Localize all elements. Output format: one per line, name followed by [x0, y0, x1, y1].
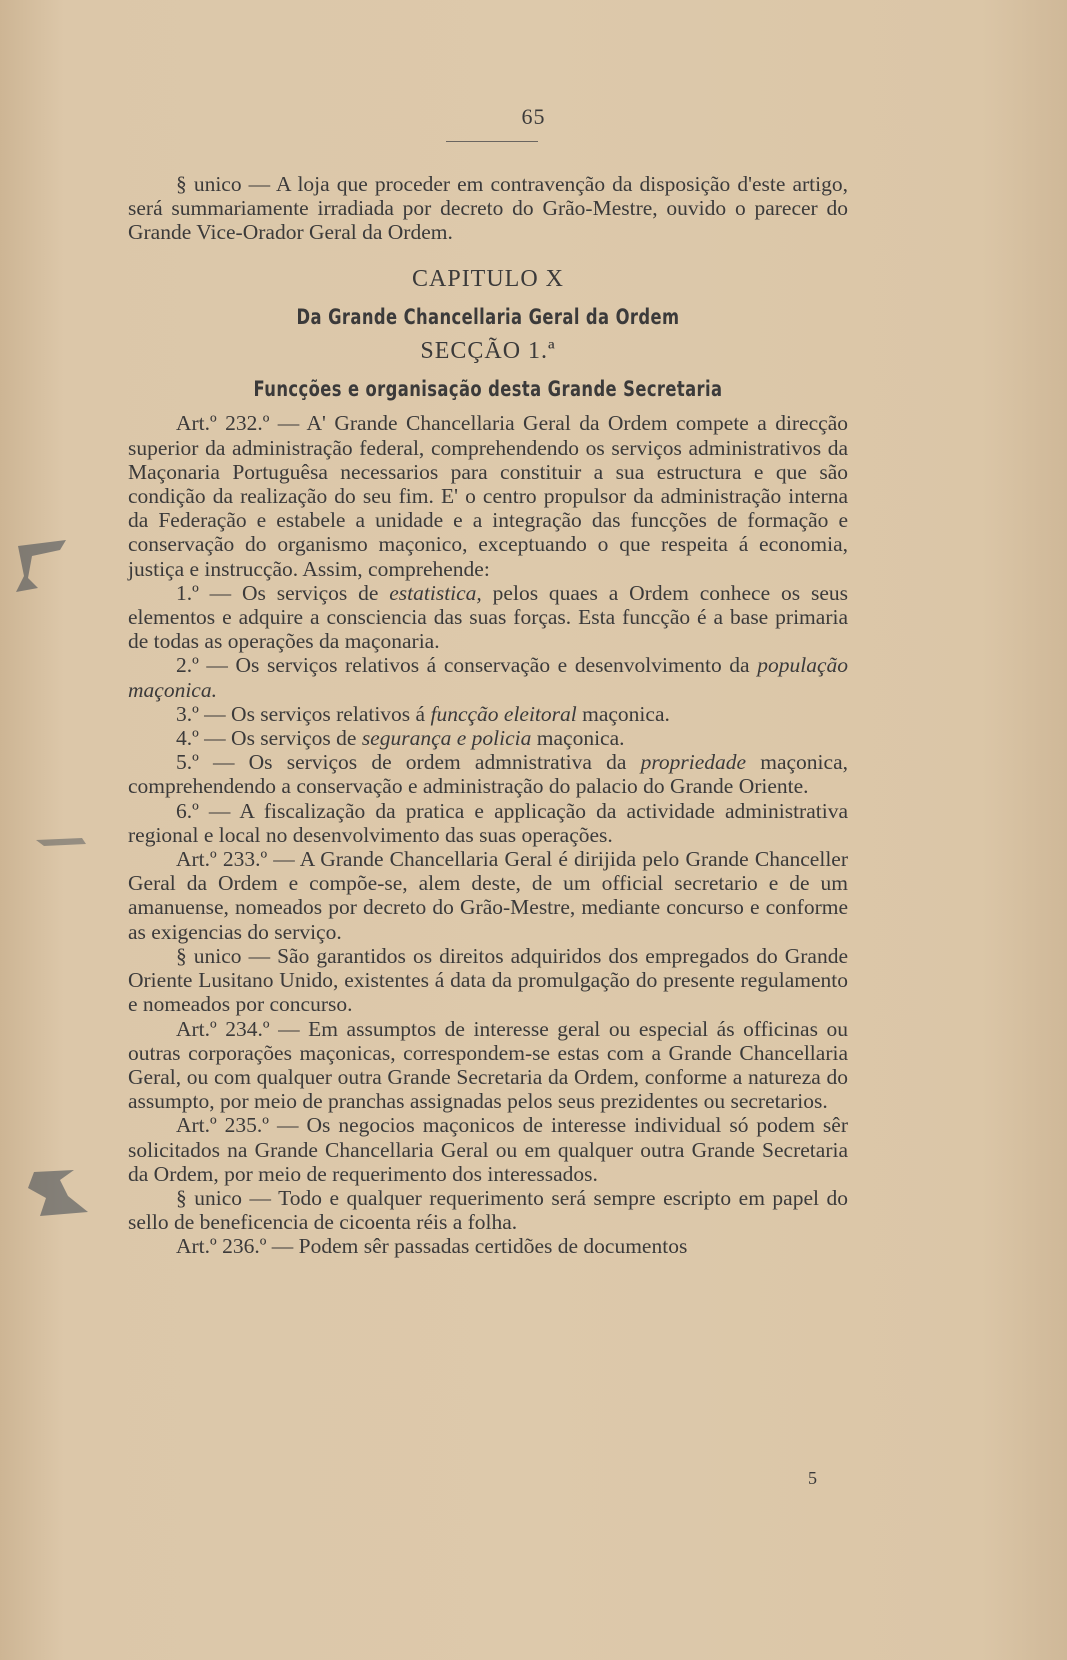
- list-item-3-tail: maçonica.: [576, 701, 670, 726]
- page-number: 65: [521, 104, 546, 129]
- chapter-heading: CAPITULO X: [412, 265, 564, 292]
- margin-stain-mark-3: [20, 1166, 90, 1222]
- list-item-6: 6.º — A fiscalização da pratica e applicação da actividade administrativa regional e local no desenvolvimento das suas operações.: [128, 798, 848, 847]
- section-heading: SECÇÃO 1.ª: [420, 338, 556, 365]
- list-item-5-lead: 5.º — Os serviços de ordem admnistrativa da: [176, 750, 641, 775]
- list-item-3-emphasis: funcção eleitoral: [430, 701, 577, 726]
- header-rule: [446, 141, 538, 142]
- list-item-5-tail: maçonica, comprehendendo a conservação e administração do palacio do Grande Oriente.: [128, 750, 848, 799]
- chapter-title: Da Grande Chancellaria Geral da Ordem: [296, 304, 680, 329]
- margin-stain-mark-1: [8, 536, 74, 596]
- paragraph-unico-235: § unico — Todo e qualquer requerimento será sempre escripto em papel do sello de beneficencia de cicoenta réis a folha.: [128, 1185, 848, 1235]
- article-232: Art.º 232.º — A' Grande Chancellaria Geral da Ordem compete a direcção superior da administração federal, comprehendendo os serviços administrativos da Maçonaria Portuguêsa necessarios para constituir a sua estructura e que são condição da realização do seu fim. E' o centro propulsor da administração interna da Federação e estabele a unidade e a integração das funcções de formação e conservação do organismo maçonico, exceptuando o que respeita á economia, justiça e instrucção. Assim, comprehende:: [128, 411, 848, 581]
- list-item-1-emphasis: estatistica,: [389, 580, 482, 605]
- list-item-3: [128, 702, 848, 726]
- list-item-3-lead: 3.º — Os serviços relativos á: [176, 701, 431, 726]
- list-item-1: [128, 581, 848, 654]
- page-text: [128, 172, 848, 1259]
- article-234: Art.º 234.º — Em assumptos de interesse geral ou especial ás officinas ou outras corporações maçonicas, correspondem-se estas com a Grande Chancellaria Geral, ou com qualquer outra Grande Secretaria da Ordem, conforme a natureza do assumpto, por meio de pranchas assignadas pelos seus prezidentes ou secretarios.: [128, 1016, 848, 1114]
- article-233: Art.º 233.º — A Grande Chancellaria Geral é dirijida pelo Grande Chanceller Geral da Ordem e compõe-se, alem deste, de um official secretario e de um amanuense, nomeados por decreto do Grão-Mestre, mediante concurso e conforme as exigencias do serviço.: [128, 847, 848, 944]
- article-236: Art.º 236.º — Podem sêr passadas certidões de documentos: [176, 1234, 688, 1259]
- list-item-4-emphasis: segurança e policia: [361, 726, 532, 751]
- list-item-4-tail: maçonica.: [531, 726, 625, 751]
- list-item-4-lead: 4.º — Os serviços de: [176, 726, 362, 751]
- list-item-1-lead: 1.º — Os serviços de: [176, 580, 390, 605]
- section-title: Funcções e organisação desta Grande Secretaria: [253, 377, 723, 402]
- list-item-5-emphasis: propriedade: [640, 750, 747, 775]
- list-item-4: [128, 726, 848, 750]
- list-item-5: [128, 750, 848, 798]
- list-item-2-lead: 2.º — Os serviços relativos á conservação e desenvolvimento da: [176, 653, 758, 678]
- paragraph-unico-233: § unico — São garantidos os direitos adquiridos dos empregados do Grande Oriente Lusitano Unido, existentes á data da promulgação do presente regulamento e nomeados por concurso.: [128, 943, 848, 1017]
- paragraph-unico: § unico — A loja que proceder em contravenção da disposição d'este artigo, será summariamente irradiada por decreto do Grão-Mestre, ouvido o parecer do Grande Vice-Orador Geral da Ordem.: [128, 172, 848, 245]
- signature-mark: 5: [808, 1468, 817, 1488]
- margin-stain-mark-2: [34, 832, 88, 850]
- list-item-1-tail: pelos quaes a Ordem conhece os seus elementos e adquire a consciencia das suas forças. Esta funcção é a base primaria de todas as operações da maçonaria.: [128, 580, 848, 654]
- list-item-2: [128, 653, 848, 701]
- list-item-2-emphasis: população maçonica.: [128, 653, 848, 702]
- article-235: Art.º 235.º — Os negocios maçonicos de interesse individual só podem sêr solicitados na Grande Chancellaria Geral ou em qualquer outra Grande Secretaria da Ordem, por meio de requerimento dos interessados.: [128, 1113, 848, 1186]
